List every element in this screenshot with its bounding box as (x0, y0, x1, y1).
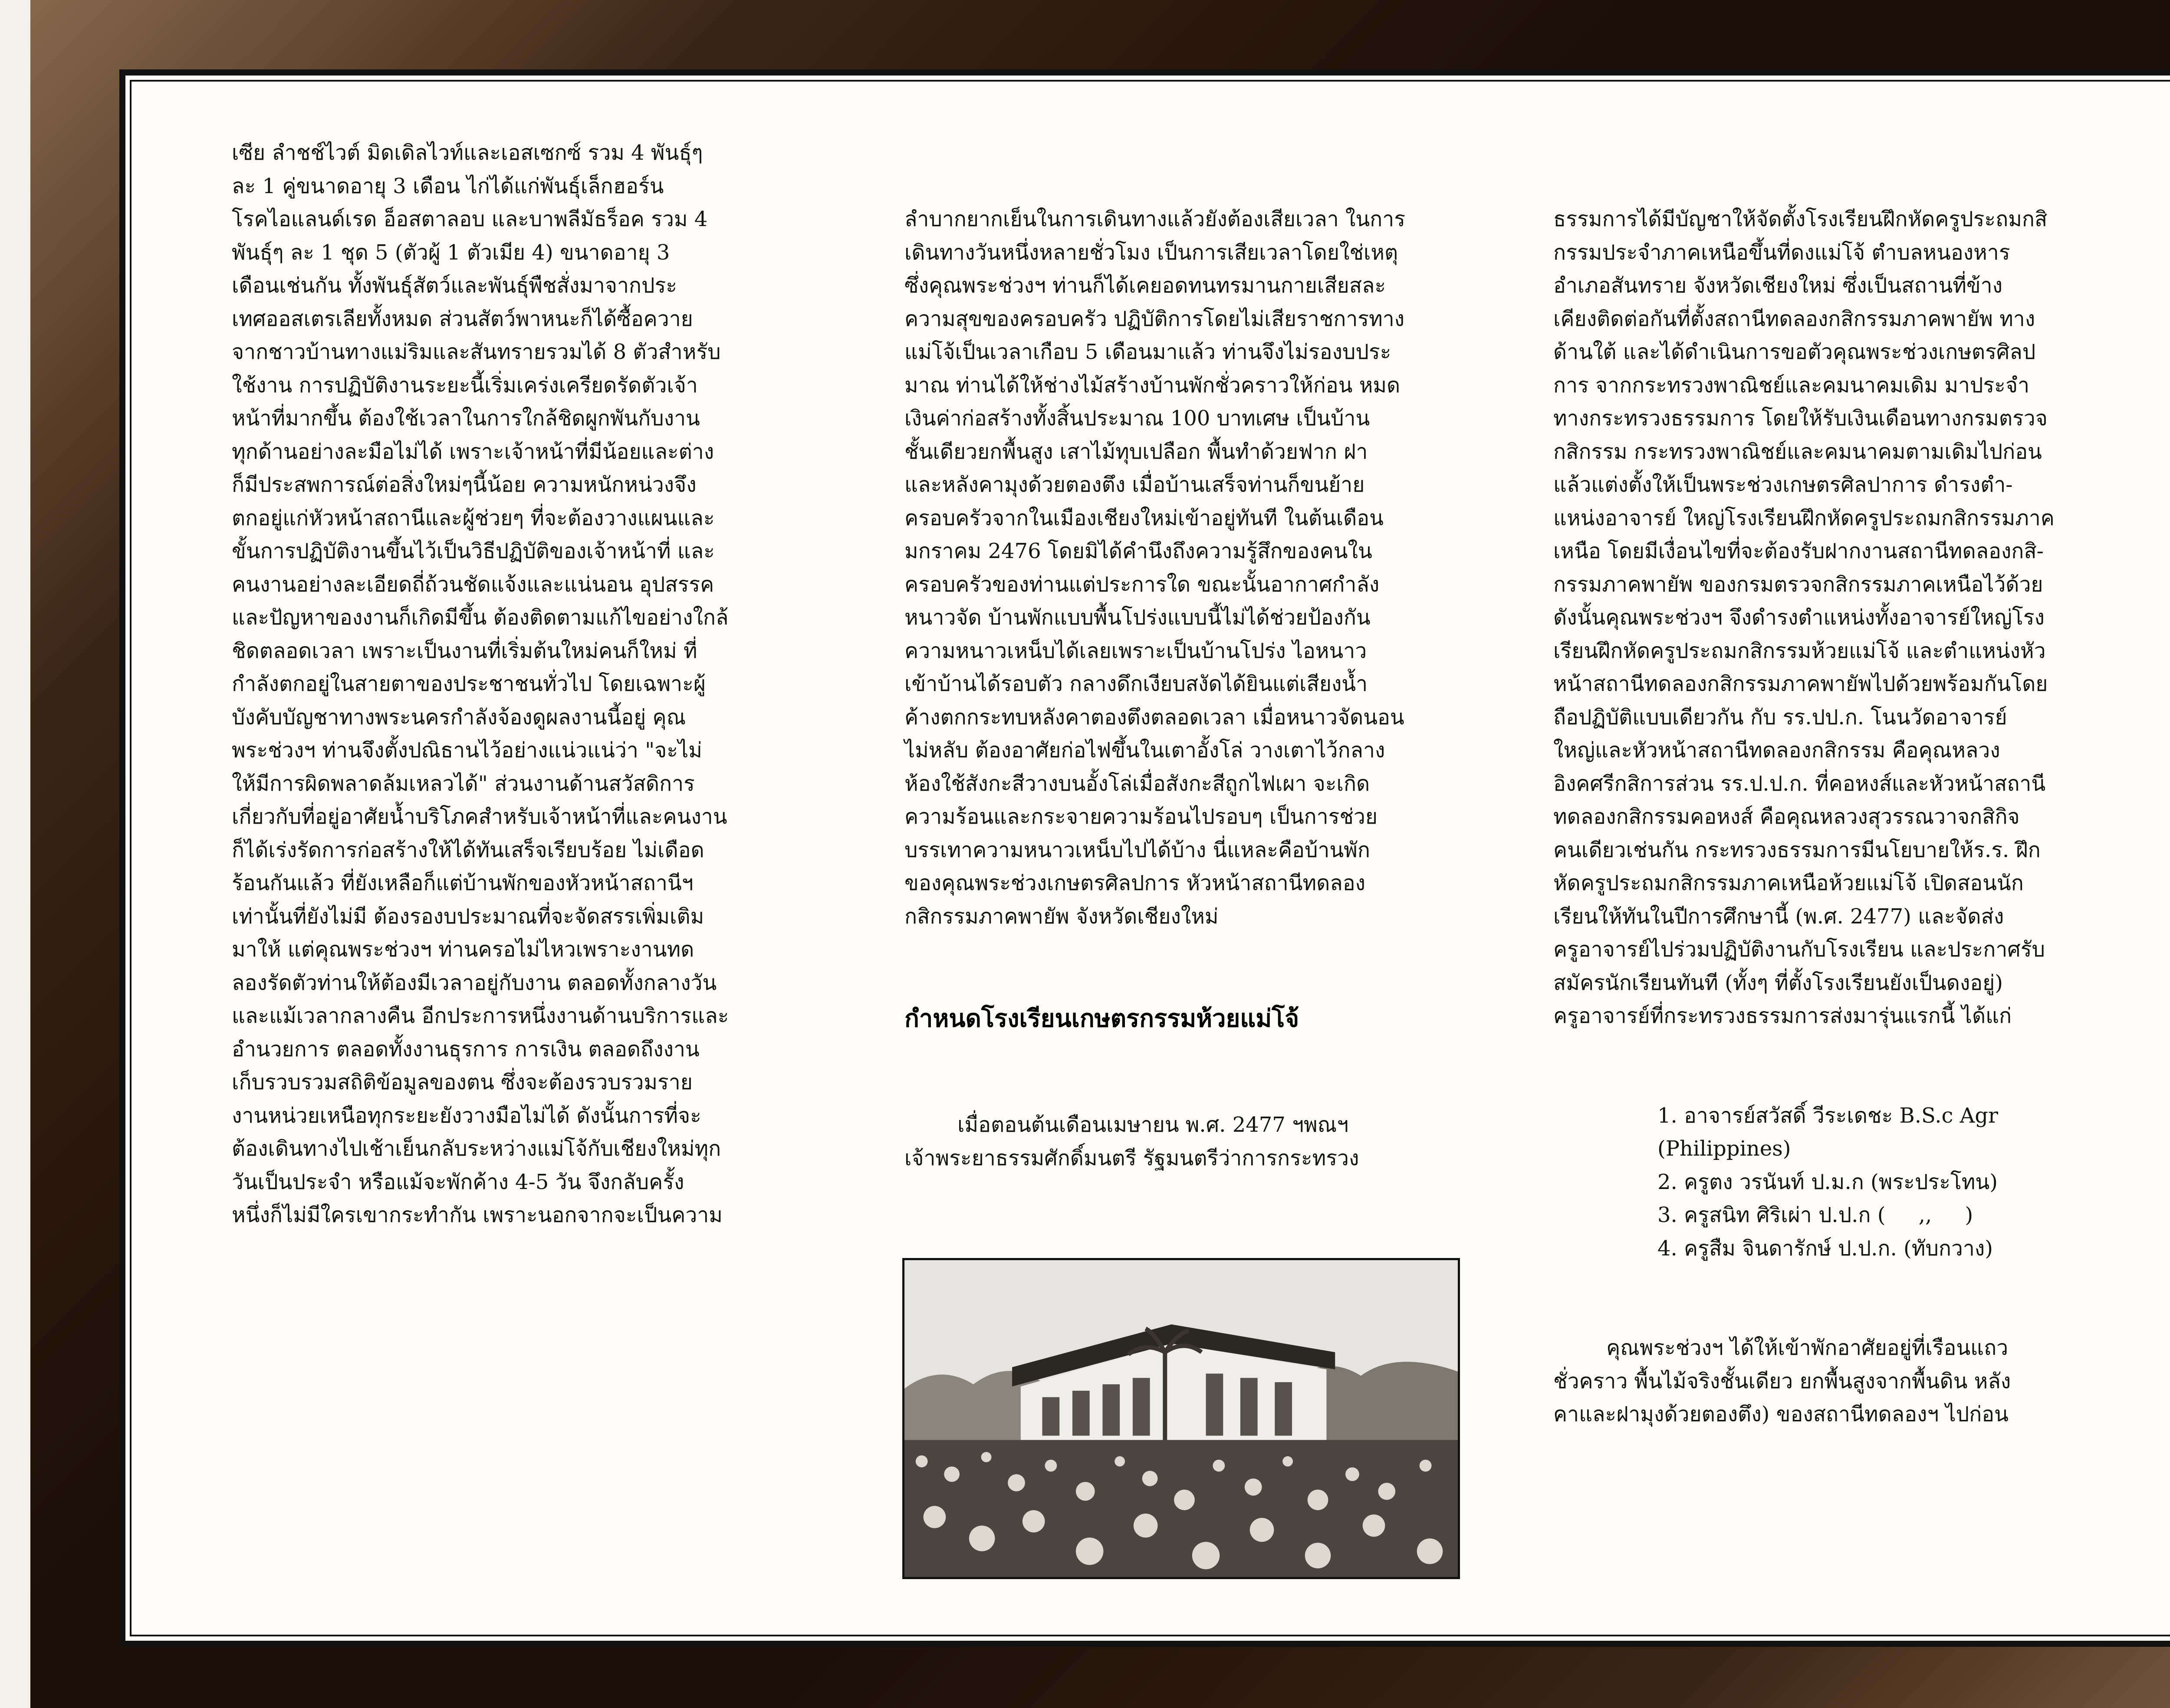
text-line: ความสุขของครอบครัว ปฏิบัติการโดยไม่เสียราชการทาง (904, 306, 1405, 331)
text-line: ใหญ่และหัวหน้าสถานีทดลองกสิกรรม คือคุณหลวง (1553, 738, 2000, 762)
text-line: ครอบครัวของท่านแต่ประการใด ขณะนั้นอากาศกําลัง (904, 572, 1380, 597)
text-line: เงินค่าก่อสร้างทั้งสิ้นประมาณ 100 บาทเศษ เป็นบ้าน (904, 406, 1370, 430)
text-line: 4. ครูสืม จินดารักษ์ ป.ป.ก. (ทับกวาง) (1657, 1236, 1993, 1261)
text-line: หน้าสถานีทดลองกสิกรรมภาคพายัพไปด้วยพร้อมกันโดย (1553, 672, 2048, 696)
text-line: หนึ่งก็ไม่มีใครเขากระทํากัน เพราะนอกจากจะเป็นความ (232, 1203, 723, 1227)
text-line: ให้มีการผิดพลาดล้มเหลวได้" ส่วนงานด้านสวัสดิการ (232, 771, 695, 796)
text-line: กรรมประจําภาคเหนือขึ้นที่ดงแม่โจ้ ตําบลหนองหาร (1553, 240, 2010, 265)
text-line: 3. ครูสนิท ศิริเผ่า ป.ป.ก ( ,, ) (1657, 1203, 1973, 1227)
text-line: 2. ครูตง วรนันท์ ป.ม.ก (พระประโทน) (1657, 1169, 1998, 1194)
text-line: คนงานอย่างละเอียดถี่ถ้วนชัดแจ้งและแน่นอน อุปสรรค (232, 572, 714, 597)
text-line: ซึ่งคุณพระช่วงฯ ท่านก็ได้เคยอดทนทรมานกายเสียสละ (904, 273, 1386, 298)
text-line: ด้านใต้ และได้ดําเนินการขอตัวคุณพระช่วงเกษตรศิลป (1553, 340, 2036, 364)
text-line: เจ้าพระยาธรรมศักดิ์มนตรี รัฐมนตรีว่าการกระทรวง (904, 1146, 1359, 1170)
text-line: ครูอาจารย์ที่กระทรวงธรรมการส่งมารุ่นแรกนี้ ได้แก่ (1553, 1004, 2012, 1028)
text-line: ใช้งาน การปฏิบัติงานระยะนี้เริ่มเคร่งเครียดรัดตัวเจ้า (232, 373, 698, 397)
text-line: หัดครูประถมกสิกรรมภาคเหนือห้วยแม่โจ้ เปิดสอนนัก (1553, 871, 2024, 895)
text-line: จากชาวบ้านทางแม่ริมและสันทรายรวมได้ 8 ตัวสําหรับ (232, 340, 721, 364)
text-column-left (232, 136, 802, 1232)
text-line: และแม้เวลากลางคืน อีกประการหนึ่งงานด้านบริการและ (232, 1004, 729, 1028)
text-line: 1. อาจารย์สวัสดิ์ วีระเดชะ B.S.c Agr (1657, 1103, 1998, 1128)
text-line: เรียนให้ทันในปีการศึกษานี้ (พ.ศ. 2477) และจัดส่ง (1553, 904, 2004, 929)
middle-column-body (904, 203, 1477, 933)
text-line: ลําบากยากเย็นในการเดินทางแล้วยังต้องเสียเวลา ในการ (904, 207, 1405, 231)
text-line: การ จากกระทรวงพาณิชย์และคมนาคมเดิม มาประจํา (1553, 373, 2030, 397)
text-line: อํานวยการ ตลอดทั้งงานธุรการ การเงิน ตลอดถึงงาน (232, 1037, 700, 1061)
photo-illustration (904, 1260, 1458, 1577)
scan-margin (0, 0, 30, 1708)
text-line: ธรรมการได้มีบัญชาให้จัดตั้งโรงเรียนฝึกหัดครูประถมกสิ (1553, 207, 2048, 231)
text-line: เดินทางวันหนึ่งหลายชั่วโมง เป็นการเสียเวลาโดยใช่เหตุ (904, 240, 1398, 265)
text-line: ชิดตลอดเวลา เพราะเป็นงานที่เริ่มต้นใหม่คนก็ใหม่ ที่ (232, 638, 697, 663)
text-line: ร้อนกันแล้ว ที่ยังเหลือก็แต่บ้านพักของหัวหน้าสถานีฯ (232, 871, 694, 895)
text-line: ครอบครัวจากในเมืองเชียงใหม่เข้าอยู่ทันที ในต้นเดือน (904, 506, 1384, 530)
text-line: เท่านั้นที่ยังไม่มี ต้องรองบประมาณที่จะจัดสรรเพิ่มเติม (232, 904, 704, 929)
text-line: ความร้อนและกระจายความร้อนไปรอบๆ เป็นการช่วย (904, 805, 1378, 829)
text-line: เหนือ โดยมีเงื่อนไขที่จะต้องรับฝากงานสถานีทดลองกสิ- (1553, 539, 2044, 563)
school-building-photo (902, 1258, 1460, 1579)
text-line: สมัครนักเรียนทันที (ทั้งๆ ที่ตั้งโรงเรียนยังเป็นดงอยู่) (1553, 970, 2003, 995)
text-line: แหน่งอาจารย์ ใหญ่โรงเรียนฝึกหัดครูประถมกสิกรรมภาค (1553, 506, 2055, 530)
text-line: ละ 1 คู่ขนาดอายุ 3 เดือน ไก่ได้แก่พันธุ์เล็กฮอร์น (232, 174, 664, 198)
text-column-right (1553, 136, 2144, 1498)
text-line: แม่โจ้เป็นเวลาเกือบ 5 เดือนมาแล้ว ท่านจึงไม่รองบประ (904, 340, 1391, 364)
text-line: ไม่หลับ ต้องอาศัยก่อไฟขึ้นในเตาอั้งโล่ วางเตาไว้กลาง (904, 738, 1385, 762)
text-line: ทางกระทรวงธรรมการ โดยให้รับเงินเดือนทางกรมตรวจ (1553, 406, 2048, 430)
text-line: ความหนาวเหน็บได้เลยเพราะเป็นบ้านโปร่ง ไอหนาว (904, 638, 1367, 663)
right-column-body (1553, 203, 2144, 1033)
text-line: เทศออสเตรเลียทั้งหมด ส่วนสัตว์พาหนะก็ได้ซื้อควาย (232, 306, 693, 331)
text-line: บรรเทาความหนาวเหน็บไปได้บ้าง นี่แหละคือบ้านพัก (904, 838, 1370, 862)
text-line: วันเป็นประจํา หรือแม้จะพักค้าง 4-5 วัน จึงกลับครั้ง (232, 1169, 684, 1194)
text-line: เกี่ยวกับที่อยู่อาศัยน้ำบริโภคสําหรับเจ้าหน้าที่และคนงาน (232, 805, 727, 829)
text-line: กรรมภาคพายัพ ของกรมตรวจกสิกรรมภาคเหนือไว้ด้วย (1553, 572, 2043, 597)
text-line: ดังนั้นคุณพระช่วงฯ จึงดํารงตําแหน่งทั้งอาจารย์ใหญ่โรง (1553, 605, 2045, 630)
text-line: อิงคศรีกสิการส่วน รร.ป.ป.ก. ที่คอหงส์และหัวหน้าสถานี (1553, 771, 2046, 796)
text-column-middle (904, 136, 1477, 1241)
text-line: ชั้นเดียวยกพื้นสูง เสาไม้ทุบเปลือก พื้นทําด้วยฟาก ฝา (904, 439, 1368, 464)
text-line: คาและฝามุงด้วยตองตึง) ของสถานีทดลองฯ ไปก่อน (1553, 1402, 2009, 1426)
text-line: พันธุ์ๆ ละ 1 ชุด 5 (ตัวผู้ 1 ตัวเมีย 4) ขนาดอายุ 3 (232, 240, 670, 265)
text-line: ห้องใช้สังกะสีวางบนอั้งโล่เมื่อสังกะสีถูกไฟเผา จะเกิด (904, 771, 1370, 796)
text-line: กสิกรรมภาคพายัพ จังหวัดเชียงใหม่ (904, 904, 1219, 929)
text-line: ก็มีประสพการณ์ต่อสิ่งใหม่ๆนี้น้อย ความหนักหน่วงจึง (232, 473, 697, 497)
text-line: ทุกด้านอย่างละมือไม่ได้ เพราะเจ้าหน้าที่มีน้อยและต่าง (232, 439, 714, 464)
text-line: ต้องเดินทางไปเช้าเย็นกลับระหว่างแม่โจ้กับเชียงใหม่ทุก (232, 1136, 721, 1161)
text-line: หน้าที่มากขึ้น ต้องใช้เวลาในการใกล้ชิดผูกพันกับงาน (232, 406, 700, 430)
text-line: พระช่วงฯ ท่านจึงตั้งปณิธานไว้อย่างแน่วแน่ว่า "จะไม่ (232, 738, 702, 762)
text-line: หนาวจัด บ้านพักแบบพื้นโปร่งแบบนี้ไม่ได้ช่วยป้องกัน (904, 605, 1371, 630)
text-line: มาณ ท่านได้ให้ช่างไม้สร้างบ้านพักชั่วคราวให้ก่อน หมด (904, 373, 1401, 397)
text-line: เมื่อตอนต้นเดือนเมษายน พ.ศ. 2477 ฯพณฯ (904, 1113, 1349, 1137)
text-line: คนเดียวเช่นกัน กระทรวงธรรมการมีนโยบายให้ร.ร. ฝึก (1553, 838, 2041, 862)
text-line: งานหน่วยเหนือทุกระยะยังวางมือไม่ได้ ดังนั้นการที่จะ (232, 1103, 701, 1128)
text-line: อําเภอสันทราย จังหวัดเชียงใหม่ ซึ่งเป็นสถานที่ข้าง (1553, 273, 2003, 298)
text-line: แล้วแต่งตั้งให้เป็นพระช่วงเกษตรศิลปาการ ดํารงตํา- (1553, 473, 2013, 497)
text-line: ลองรัดตัวท่านให้ต้องมีเวลาอยู่กับงาน ตลอดทั้งกลางวัน (232, 970, 717, 995)
document-page (119, 69, 2170, 1647)
text-line: ค้างตกกระทบหลังคาตองตึงตลอดเวลา เมื่อหนาวจัดนอน (904, 705, 1404, 729)
text-line: ครูอาจารย์ไปร่วมปฏิบัติงานกับโรงเรียน และประกาศรับ (1553, 937, 2045, 962)
text-line: โรคไอแลนด์เรด อ็อสตาลอบ และบาพลีมัธร็อค รวม 4 (232, 207, 708, 231)
text-line: ขั้นการปฏิบัติงานขึ้นไว้เป็นวิธีปฏิบัติของเจ้าหน้าที่ และ (232, 539, 715, 563)
text-line: เก็บรวบรวมสถิติข้อมูลของตน ซึ่งจะต้องรวบรวมราย (232, 1070, 693, 1094)
text-line: เซีย ลําชช์ไวต์ มิดเดิลไวท์และเอสเซกซ์ รวม 4 พันธุ์ๆ (232, 141, 703, 165)
middle-column-intro (904, 1108, 1477, 1175)
text-line: มกราคม 2476 โดยมิได้คํานึงถึงความรู้สึกของคนใน (904, 539, 1372, 563)
text-line: ของคุณพระช่วงเกษตรศิลปการ หัวหน้าสถานีทดลอง (904, 871, 1365, 895)
text-line: มาให้ แต่คุณพระช่วงฯ ท่านครอไม่ไหวเพราะงานทด (232, 937, 694, 962)
text-line: คุณพระช่วงฯ ได้ให้เข้าพักอาศัยอยู่ที่เรือนแถว (1553, 1336, 2009, 1360)
right-column-tail (1553, 1331, 2144, 1431)
section-heading: กําหนดโรงเรียนเกษตรกรรมห้วยแม่โจ้ (904, 1005, 1299, 1033)
text-line: เรียนฝึกหัดครูประถมกสิกรรมห้วยแม่โจ้ และตําแหน่งหัว (1553, 638, 2046, 663)
text-line: บังคับบัญชาทางพระนครกําลังจ้องดูผลงานนี้อยู่ คุณ (232, 705, 686, 729)
text-line: ถือปฏิบัติแบบเดียวกัน กับ รร.ปป.ก. โนนวัดอาจารย์ (1553, 705, 2007, 729)
text-line: ตกอยู่แก่หัวหน้าสถานีและผู้ช่วยๆ ที่จะต้องวางแผนและ (232, 506, 715, 530)
teacher-list (1553, 1099, 2144, 1265)
text-line: (Philippines) (1657, 1136, 1791, 1161)
text-line: เข้าบ้านได้รอบตัว กลางดึกเงียบสงัดได้ยินแต่เสียงน้ำ (904, 672, 1368, 696)
text-line: และหลังคามุงด้วยตองตึง เมื่อบ้านเสร็จท่านก็ขนย้าย (904, 473, 1365, 497)
text-line: เดือนเช่นกัน ทั้งพันธุ์สัตว์และพันธุ์พืชสั่งมาจากประ (232, 273, 677, 298)
text-line: และปัญหาของงานก็เกิดมีขึ้น ต้องติดตามแก้ไขอย่างใกล้ (232, 605, 729, 630)
text-line: กสิกรรม กระทรวงพาณิชย์และคมนาคมตามเดิมไปก่อน (1553, 439, 2042, 464)
text-line: กําลังตกอยู่ในสายตาของประชาชนทั่วไป โดยเฉพาะผู้ (232, 672, 706, 696)
text-line: ก็ได้เร่งรัดการก่อสร้างให้ได้ทันเสร็จเรียบร้อย ไม่เดือด (232, 838, 704, 862)
text-line: เคียงติดต่อกันที่ตั้งสถานีทดลองกสิกรรมภาคพายัพ ทาง (1553, 306, 2035, 331)
text-line: ทดลองกสิกรรมคอหงส์ คือคุณหลวงสุวรรณวาจกสิกิจ (1553, 805, 2020, 829)
text-line: ชั่วคราว พื้นไม้จริงชั้นเดียว ยกพื้นสูงจากพื้นดิน หลัง (1553, 1369, 2011, 1393)
